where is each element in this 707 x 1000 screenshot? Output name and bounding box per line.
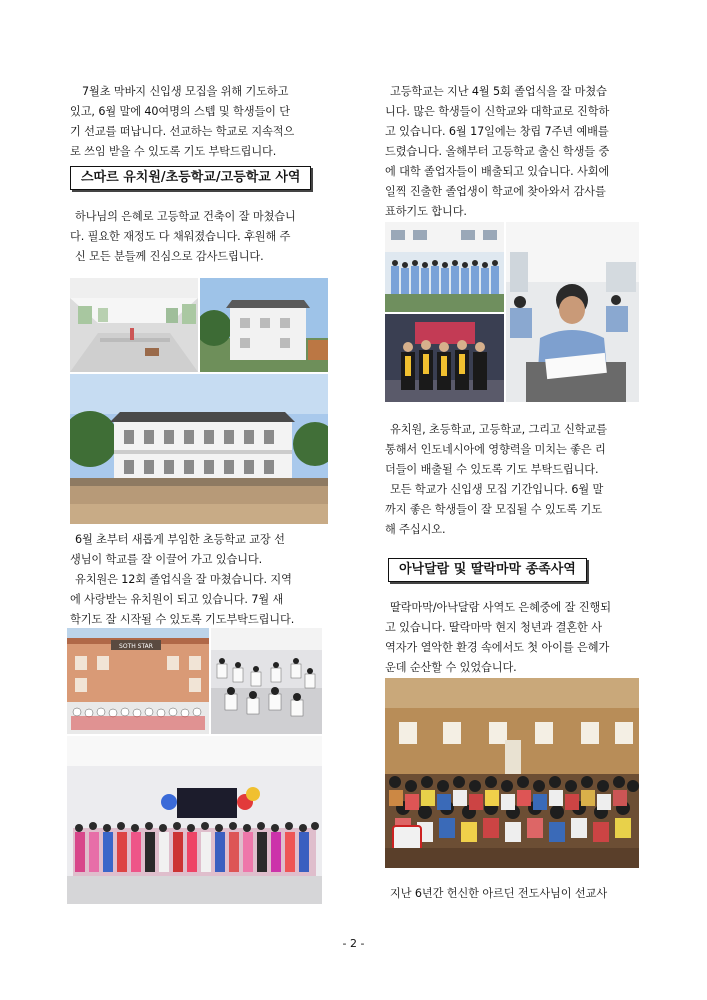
text-line: 고등학교는 지난 4월 5회 졸업식을 잘 마쳤습 <box>390 85 607 98</box>
photo-high-school-students <box>385 222 504 312</box>
text-line: 표하기도 합니다. <box>385 205 467 218</box>
text-line: 있고, 6월 말에 40여명의 스텝 및 학생들이 단 <box>70 105 291 118</box>
text-line: 6월 초부터 새롭게 부임한 초등학교 교장 선 <box>75 533 285 546</box>
photo-hallway-interior <box>70 278 198 372</box>
high-school-paragraph <box>385 82 639 222</box>
text-line: 운데 순산할 수 있었습니다. <box>385 661 517 674</box>
text-line: 까지 좋은 학생들이 잘 모집될 수 있도록 기도 <box>385 503 602 516</box>
text-line: 모든 학교가 신입생 모집 기간입니다. 6월 말 <box>390 483 604 496</box>
school-paragraph-2 <box>70 530 328 630</box>
photo-school-building <box>70 374 328 524</box>
section-heading-tribe: 아낙달람 및 딸락마막 종족사역 <box>388 558 587 582</box>
text-line: 신 모든 분들께 진심으로 감사드립니다. <box>75 250 264 263</box>
text-line: 딸락마막/아낙달람 사역도 은혜중에 잘 진행되 <box>390 601 611 614</box>
text-line: 니다. 많은 학생들이 신학교와 대학교로 진학하 <box>385 105 610 118</box>
text-line: 에 사랑받는 유치원이 되고 있습니다. 7월 새 <box>70 593 284 606</box>
photo-students-hall <box>211 628 322 734</box>
photo-student-exam <box>506 222 639 402</box>
text-line: 에 대학 졸업자들이 배출되고 있습니다. 사회에 <box>385 165 610 178</box>
school-paragraph-1 <box>70 207 328 267</box>
text-line: 역자가 열악한 환경 속에서도 첫 아이를 은혜가 <box>385 641 610 654</box>
tribe-paragraph <box>385 598 639 678</box>
text-line: 고 있습니다. 6월 17일에는 창립 7주년 예배를 <box>385 125 609 138</box>
text-line: 로 쓰임 받을 수 있도록 기도 부탁드립니다. <box>70 145 277 158</box>
text-line: 유치원, 초등학교, 고등학교, 그리고 신학교를 <box>390 423 607 436</box>
text-line: 드렸습니다. 올해부터 고등학교 출신 학생들 중 <box>385 145 610 158</box>
section-heading-school: 스따르 유치원/초등학교/고등학교 사역 <box>70 166 311 190</box>
text-line: 학기도 잘 시작될 수 있도록 기도부탁드립니다. <box>70 613 295 626</box>
page-number: - 2 - <box>342 937 365 950</box>
school-sign-text: SOTH STAR <box>119 643 153 650</box>
text-line: 일찍 진출한 졸업생이 학교에 찾아와서 감사를 <box>385 185 606 198</box>
photo-children-gathering <box>385 678 639 868</box>
text-line: 더들이 배출될 수 있도록 기도 부탁드립니다. <box>385 463 599 476</box>
text-line: 생님이 학교를 잘 이끌어 가고 있습니다. <box>70 553 263 566</box>
photo-graduates-stage <box>385 314 504 402</box>
text-line: 하나님의 은혜로 고등학교 건축이 잘 마쳤습니 <box>75 210 296 223</box>
text-line: 다. 필요한 재정도 다 채워졌습니다. 후원해 주 <box>70 230 291 243</box>
photo-building-side <box>200 278 328 372</box>
intro-paragraph <box>70 82 328 162</box>
text-line: 해 주십시오. <box>385 523 446 536</box>
photo-graduation-ceremony <box>67 736 322 904</box>
text-line: 7월초 막바지 신입생 모집을 위해 기도하고 <box>82 85 289 98</box>
text-line: 기 선교를 떠납니다. 선교하는 학교로 지속적으 <box>70 125 295 138</box>
text-line: 고 있습니다. 딸락마막 현지 청년과 결혼한 사 <box>385 621 602 634</box>
text-line: 지난 6년간 헌신한 아르딘 전도사님이 선교사 <box>390 887 608 900</box>
evangelist-paragraph <box>385 884 639 904</box>
photo-kindergarten-group <box>67 628 209 734</box>
schools-prayer-paragraph <box>385 420 639 540</box>
text-line: 유치원은 12회 졸업식을 잘 마쳤습니다. 지역 <box>75 573 292 586</box>
text-line: 통해서 인도네시아에 영향력을 미치는 좋은 리 <box>385 443 606 456</box>
